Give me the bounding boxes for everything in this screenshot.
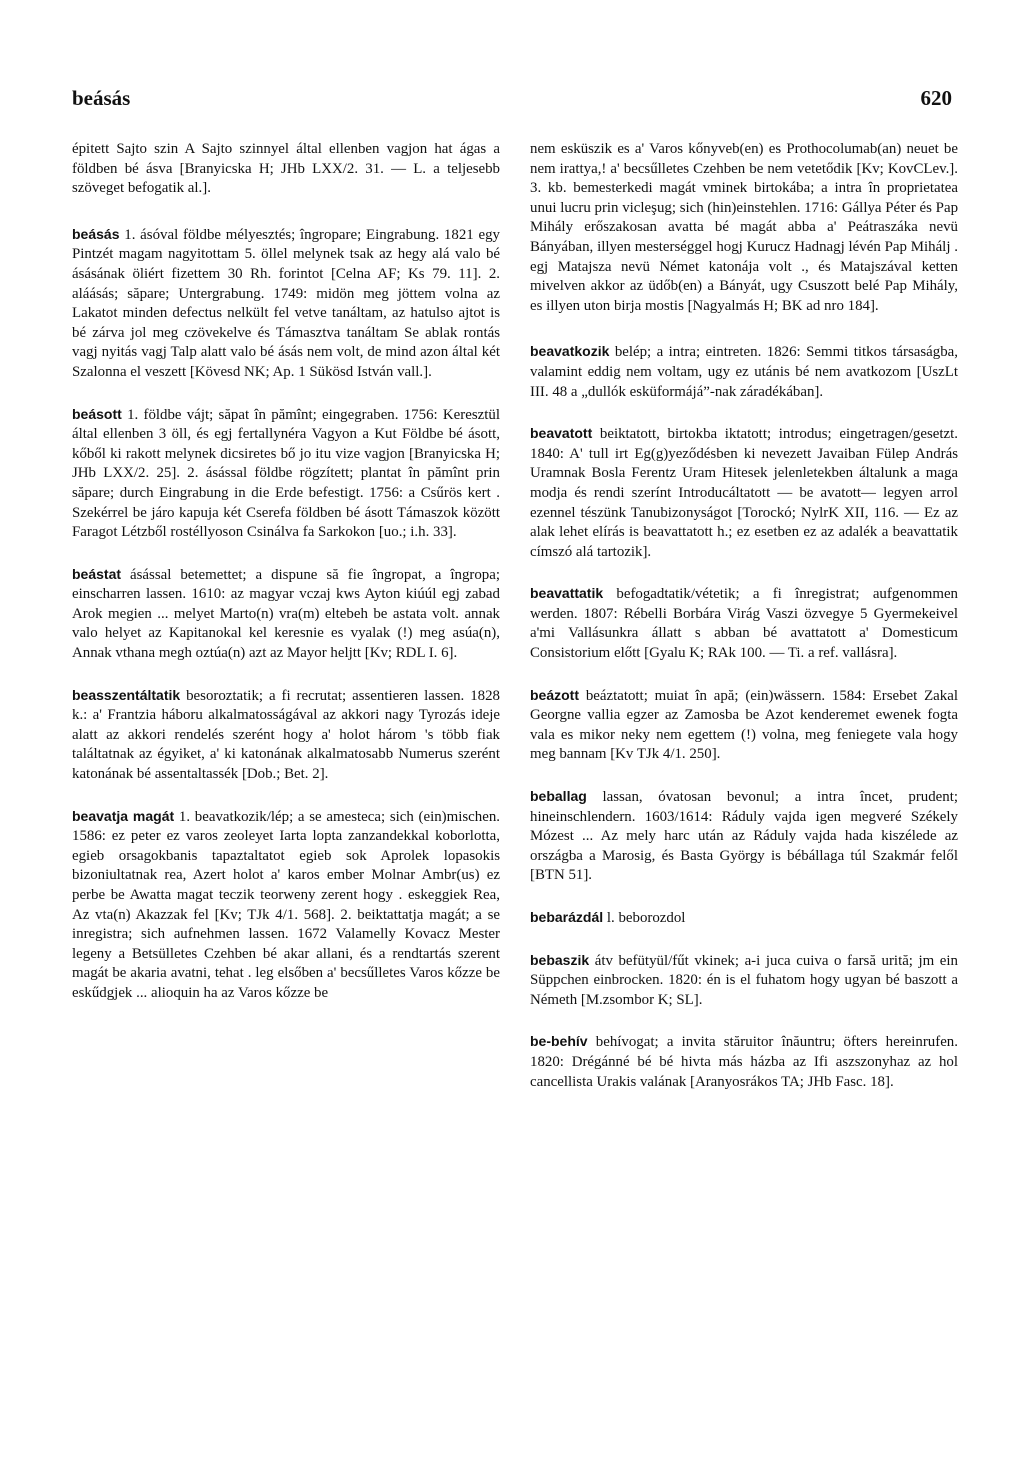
entry-headword: beavatja magát — [72, 807, 175, 824]
entry-headword: beavatkozik — [530, 343, 610, 360]
entry-headword: beástat — [72, 565, 122, 582]
left-column — [72, 140, 500, 1026]
entry-text: befogadtatik/vétetik; a fi înregistrat; aufgenommen werden. 1807: Rébelli Borbára Virág Vaszi özvegye 5 Gyermekeivel a'mi Vallásunkra állatt s abban bé avattatott a' Domesticum Consistorium előtt [Gyalu K; RAk 100. — Ti. a ref. vallásra]. — [530, 586, 958, 662]
entry-headword: beavatott — [530, 425, 593, 442]
dictionary-entry — [530, 1032, 958, 1092]
right-column — [530, 140, 958, 1114]
entry-headword: beázott — [530, 686, 579, 703]
entry-text: átv befütyül/fűt vkinek; a-i juca cuiva o farsă urită; jm ein Süppchen einbrocken. 1820: én is el fuhatom hogy ugyan bé baszott a Németh [M.zsombor K; SL]. — [530, 952, 958, 1008]
entry-text: ásással betemettet; a dispune să fie îngropat, a îngropa; einscharren lassen. 1610: az magyar vczaj kws Ayton kiúúl egj zabad Arok megien ... melyet Marto(n) vra(m) eltebeh be astata volt. annak valo helyet az Kapitanokal kel keresnie es vyalak (!) meg asúa(n), Annak vthana megh oztúa(n) azt az Mayor heljtt [Kv; RDL I. 6]. — [72, 566, 500, 662]
entry-text: 1. földbe vájt; săpat în pămînt; eingegraben. 1756: Keresztül által ellenben 3 öll, és egj fertallynéra Vagyon a Kut Földbe bé ásott, kőből ki rakott melynek dicsiretes bő jo itu vize vagjon [Branyicska H; JHb LXX/2. 25]. 2. ásással földbe rögzített; plantat în pămînt prin săpare; durch Eingrabung in die Erde befestigt. 1756: a Csűrös kert . Szekérrel be járo kapuja két Cserefa földben bé ásott Támaszok között Faragot Létzből rostéllyoson Csinálva fa Sarkokon [uo.; i.h. 33]. — [72, 406, 500, 541]
page-number: 620 — [920, 86, 952, 110]
dictionary-entry — [72, 686, 500, 785]
entry-text: beiktatott, birtokba iktatott; introdus; eingetragen/gesetzt. 1840: A' tull irt Eg(g)yeződésben ki nevezett Javaiban Fülep András Uramnak Bosla Ferentz Uram Hitesek jelenletekben általunk a maga modja és rendi szerínt Introducáltatott — be avatott— legyen arrol ezennel tészünk Tanubizonyságot [Torockó; NylrK XII, 116. — Ez az alak lehet elírás is beavattatott h.; ez esetben ez az adalék a beavattatik címszó alá tartozik]. — [530, 426, 958, 560]
entry-headword: beavattatik — [530, 585, 604, 602]
dictionary-entry — [530, 424, 958, 562]
dictionary-entry — [72, 140, 500, 199]
entry-text: l. beborozdol — [606, 910, 686, 926]
dictionary-entry — [72, 565, 500, 664]
running-head-word: beásás — [72, 86, 131, 110]
entry-text: beáztatott; muiat în apă; (ein)wässern. 1584: Ersebet Zakal Georgne vallia egzer az Zamosba be Azot kenderemet ewenek fogta vala es mikor neky nem egettem (!) volna, meg feniegete vala hogy meg bannam [Kv TJk 4/1. 250]. — [530, 687, 958, 763]
dictionary-entry — [530, 908, 958, 929]
dictionary-entry — [530, 342, 958, 402]
entry-text: belép; a intra; eintreten. 1826: Semmi titkos társaságba, valamint eddig nem voltam, ugy ez utánis bé nem avatkozom [UszLt III. 48 a „dullók esküformájá”-nak záradékában]. — [530, 344, 958, 400]
entry-text: 1. ásóval földbe mélyesztés; îngropare; Eingrabung. 1821 egy Pintzét magam nagyitottam 5. öllel melynek tsak az hegy alá valo bé ásásának öliért fizettem 30 Rh. forintot [Celna AF; Ks 79. 11]. 2. aláásás; săpare; Untergrabung. 1749: midön meg jöttem volna az Lakatot minden defectus nelkült fel vetve tanáltam, az hatulso ajtot is bé zárva jol meg czövekelve és Támasztva tanáltam Se ablak rontás vagj nyitás vagj Talp alatt valo bé ásás nem volt, de mind azon által két Szalonna el veszett [Kövesd NK; Ap. 1 Sükösd István vall.]. — [72, 226, 500, 380]
entry-text: nem esküszik es a' Varos kőnyveb(en) es Prothocolumab(an) neuet be nem irattya,! a' becsűlletes Czehben be nem vetetődik [Kv; KovCLev.]. 3. kb. bemesterkedi magát vminek birtokába; a intra în proprietatea unui lucru prin vicleşug; sich (hin)einstehlen. 1716: Gállya Péter és Pap Mihály erőszakosan avatta bé magát abba a' Peátraszáka nevü Bányában, illyen mesterséggel hogj Kurucz Hadnagj lévén Pap Mihálj . egj Matajsza nevü Német katonája volt ., és Matajszával ketten mivelven akkor az üdőb(en) a Bányát, ugy Csuszott belé Pap Mihály, es illyen uton birja mostis [Nagyalmás H; BK ad nro 184]. — [530, 141, 959, 314]
entry-text: besoroztatik; a fi recrutat; assentieren lassen. 1828 k.: a' Frantzia háboru alkalmatosságával az akkori nagy Tyrozás ideje alatt az akkori rendelés szerént hogy a' holot három 's több fiak találtatnak az égyiket, a' ki katonának alkalmatosabb Numerus szerént katonának bé assentaltassék [Dob.; Bet. 2]. — [72, 687, 500, 783]
dictionary-entry — [530, 140, 958, 316]
entry-text: 1. beavatkozik/lép; a se amesteca; sich (ein)mischen. 1586: ez peter ez varos zeoleyet Iarta lopta zanzandekkal koborlotta, egieb orsagokbanis tapaztaltatot egieb sok Aprolek lopasokis bizoniultatnak rea, Azert holot a' karos ember Molnar Ambr(us) ez perbe be Awatta magat teczik teorweny zerent hogy . eskeggiek Rea, Az vta(n) Akazzak fel [Kv; TJk 4/1. 568]. 2. beiktattatja magát; a se inregistra; sich aufnehmen lassen. 1672 Valamelly Kovacz Mester legeny a Betsülletes Czehben bé akar allani, és a rendtartás szerent magát be akaria avatni, tehat . leg elsőben a' becsűlletes Varos kőzze be eskűdgjek ... alioquin ha az Varos kőzze be — [72, 808, 500, 1001]
dictionary-entry — [530, 787, 958, 886]
entry-text: épitett Sajto szin A Sajto szinnyel által ellenben vagjon hat ágas a földben bé ásva [Branyicska H; JHb LXX/2. 31. — L. a teljesebb szöveget befogatik al.]. — [72, 141, 500, 197]
entry-text: behívogat; a invita stăruitor înăuntru; öfters hereinrufen. 1820: Drégánné bé bé hivta más házba az Ifi aszszonyhaz az hol cancellista Urakis valának [Aranyosrákos TA; JHb Fasc. 18]. — [530, 1034, 958, 1090]
entry-headword: beballag — [530, 788, 587, 805]
entry-headword: beásás — [72, 225, 120, 242]
dictionary-entry — [530, 951, 958, 1011]
dictionary-entry — [72, 225, 500, 383]
entry-headword: be-behív — [530, 1033, 588, 1050]
entry-headword: bebaszik — [530, 951, 590, 968]
entry-headword: beasszentáltatik — [72, 686, 181, 703]
entry-headword: bebarázdál — [530, 909, 604, 925]
dictionary-entry — [72, 807, 500, 1004]
entry-text: lassan, óvatosan bevonul; a intra încet, prudent; hineinschlendern. 1603/1614: Ráduly vajda igen megveré Székely Mózest ... Az mely harc után az Ráduly vajda hada kiszélede az országba a Marosig, és Basta György is bébállaga túl Szakmár felől [BTN 51]. — [530, 789, 958, 884]
dictionary-entry — [72, 405, 500, 543]
entry-headword: beásott — [72, 405, 122, 422]
page-header — [72, 86, 952, 116]
dictionary-entry — [530, 686, 958, 765]
dictionary-entry — [530, 584, 958, 663]
